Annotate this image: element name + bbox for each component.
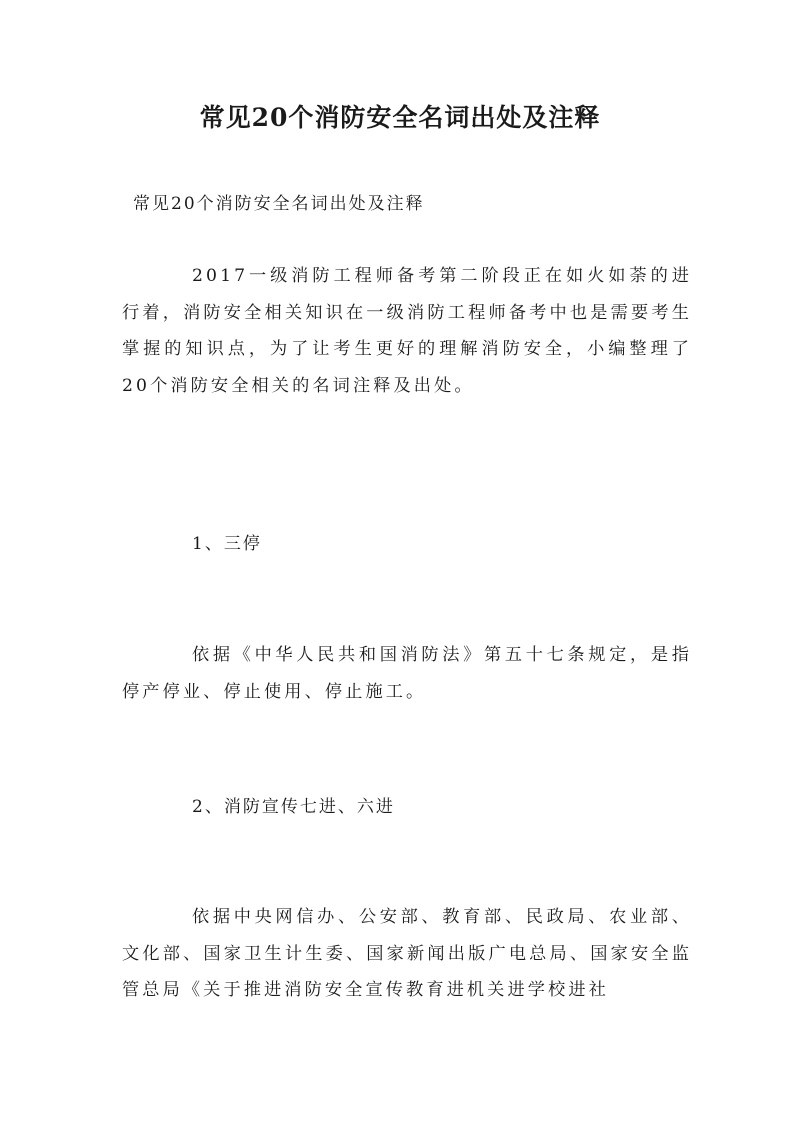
section-body-2: 依据中央网信办、公安部、教育部、民政局、农业部、文化部、国家卫生计生委、国家新闻出版广电总局、国家安全监管总局《关于推进消防安全宣传教育进机关进学校进社: [122, 907, 692, 1000]
intro-paragraph: 2017一级消防工程师备考第二阶段正在如火如荼的进行着，消防安全相关知识在一级消防工程师备考中也是需要考生掌握的知识点，为了让考生更好的理解消防安全，小编整理了20个消防安全相关的名词注释及出处。: [122, 266, 692, 396]
document-subtitle: 常见20个消防安全名词出处及注释: [133, 194, 425, 214]
section-body-1: 依据《中华人民共和国消防法》第五十七条规定，是指停产停业、停止使用、停止施工。: [122, 645, 692, 702]
section-heading-2: 2、消防宣传七进、六进: [192, 797, 395, 817]
document-title: 常见20个消防安全名词出处及注释: [199, 103, 601, 132]
section-heading-1: 1、三停: [192, 534, 262, 554]
